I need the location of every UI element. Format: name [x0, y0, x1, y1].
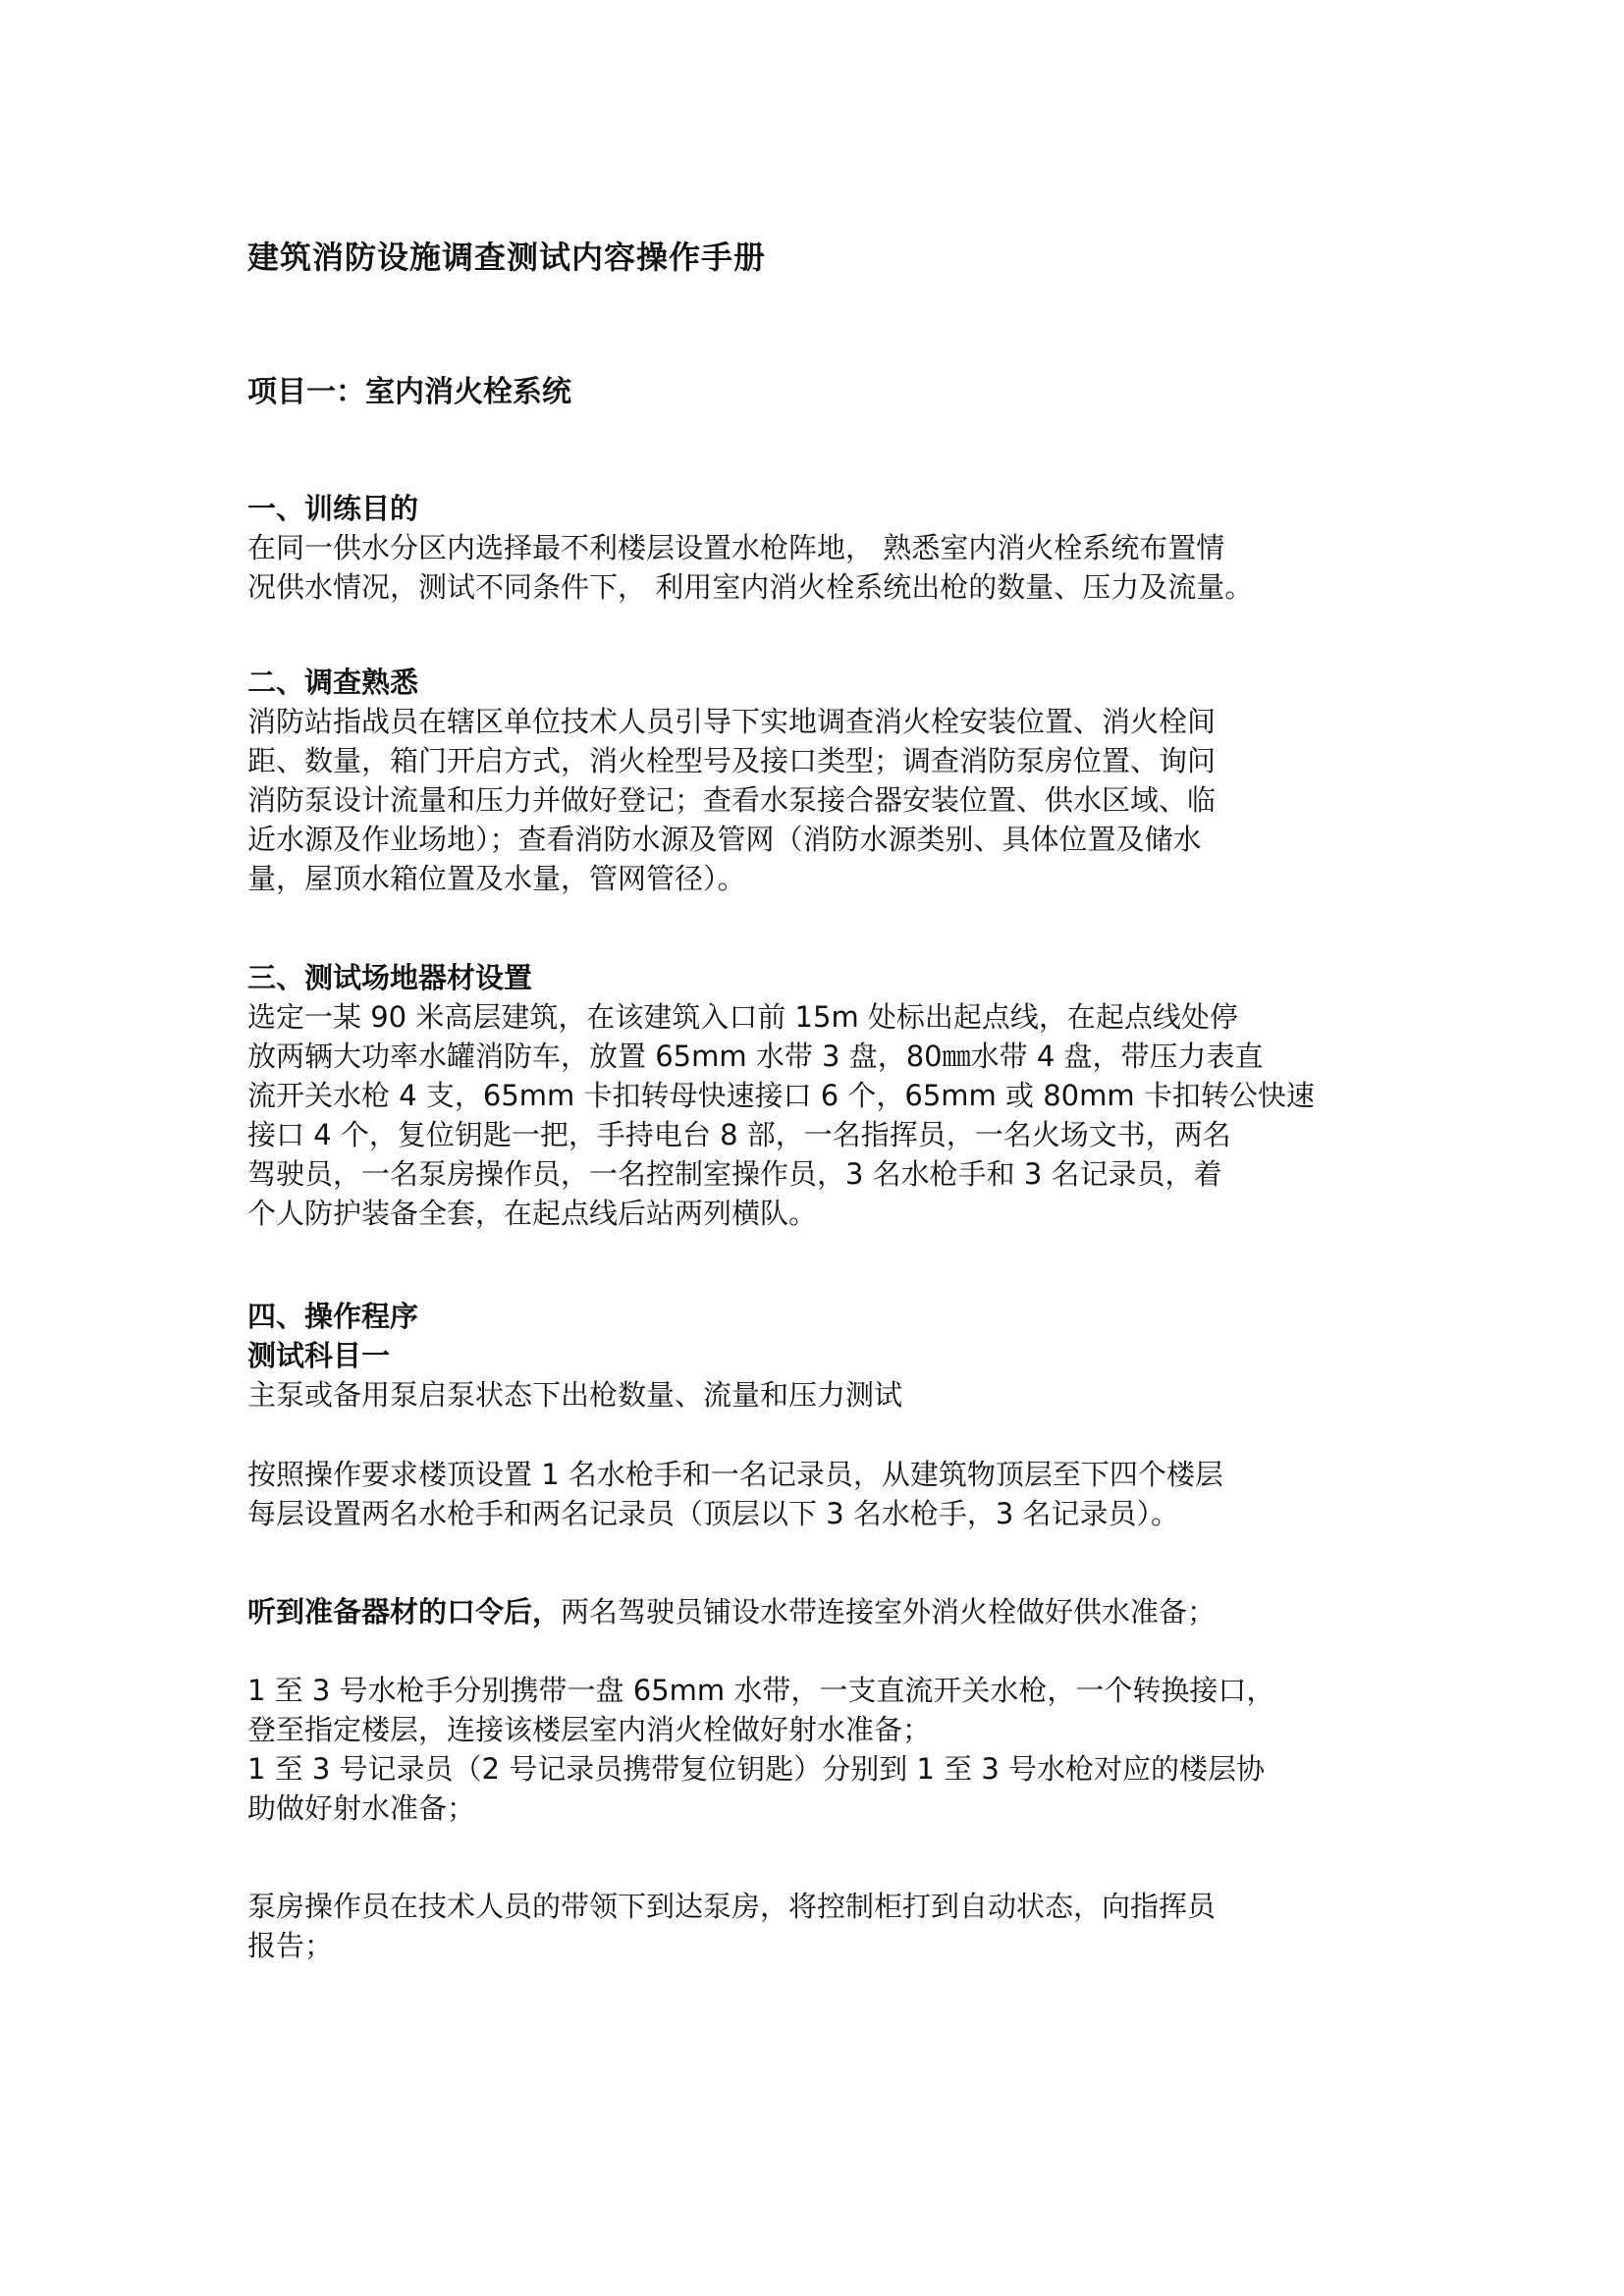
- text-line: 主泵或备用泵启泵状态下出枪数量、流量和压力测试: [247, 1378, 903, 1412]
- text-line: 消防泵设计流量和压力并做好登记；查看水泵接合器安装位置、供水区域、临: [247, 783, 1217, 817]
- section-body: [247, 997, 1406, 1233]
- section-training-purpose: [247, 489, 1406, 607]
- text-line: 放两辆大功率水罐消防车，放置 65mm 水带 3 盘，80㎜水带 4 盘，带压力表直: [247, 1040, 1264, 1073]
- command-phrase: 听到准备器材的口令后，: [247, 1595, 562, 1629]
- text-line: 流开关水枪 4 支，65mm 卡扣转母快速接口 6 个，65mm 或 80mm 卡扣转公快速: [247, 1079, 1315, 1112]
- project-heading: 项目一：室内消火栓系统: [247, 375, 571, 409]
- text-span: 两名驾驶员铺设水带连接室外消火栓做好供水准备；: [561, 1595, 1217, 1629]
- text-line: 1 至 3 号记录员（2 号记录员携带复位钥匙）分别到 1 至 3 号水枪对应的楼层协: [247, 1752, 1266, 1786]
- text-line: 按照操作要求楼顶设置 1 名水枪手和一名记录员，从建筑物顶层至下四个楼层: [247, 1458, 1223, 1491]
- text-line: 距、数量，箱门开启方式，消火栓型号及接口类型；调查消防泵房位置、询问: [247, 744, 1217, 777]
- text-line: 登至指定楼层，连接该楼层室内消火栓做好射水准备；: [247, 1713, 932, 1746]
- text-line: 报告；: [247, 1929, 334, 1962]
- document-title: 建筑消防设施调查测试内容操作手册: [247, 239, 767, 276]
- text-line: 个人防护装备全套，在起点线后站两列横队。: [247, 1197, 818, 1230]
- text-line: 每层设置两名水枪手和两名记录员（顶层以下 3 名水枪手，3 名记录员）。: [247, 1497, 1180, 1530]
- section-survey: [247, 663, 1406, 898]
- section-body: [247, 528, 1406, 607]
- section-body: [247, 702, 1406, 898]
- text-line: [247, 1592, 1406, 1631]
- paragraph-staffing: [247, 1455, 1406, 1533]
- test-subject-heading: 测试科目一: [247, 1339, 391, 1372]
- section-heading: 一、训练目的: [247, 492, 419, 525]
- text-line: 泵房操作员在技术人员的带领下到达泵房，将控制柜打到自动状态，向指挥员: [247, 1890, 1217, 1923]
- text-line: 况供水情况，测试不同条件下， 利用室内消火栓系统出枪的数量、压力及流量。: [247, 570, 1254, 604]
- section-test-site-setup: [247, 958, 1406, 1233]
- text-line: 选定一某 90 米高层建筑，在该建筑入口前 15m 处标出起点线，在起点线处停: [247, 1000, 1238, 1034]
- text-line: 驾驶员，一名泵房操作员，一名控制室操作员，3 名水枪手和 3 名记录员，着: [247, 1157, 1222, 1191]
- text-line: 消防站指战员在辖区单位技术人员引导下实地调查消火栓安装位置、消火栓间: [247, 705, 1217, 738]
- text-line: 近水源及作业场地）；查看消防水源及管网（消防水源类别、具体位置及储水: [247, 823, 1202, 856]
- test-subject-subtitle: [247, 1375, 1406, 1415]
- paragraph-pump-room: [247, 1887, 1406, 1965]
- section-heading: 四、操作程序: [247, 1300, 419, 1333]
- paragraph-prepare-equipment: [247, 1592, 1406, 1631]
- section-heading: 三、测试场地器材设置: [247, 961, 533, 994]
- text-line: 在同一供水分区内选择最不利楼层设置水枪阵地， 熟悉室内消火栓系统布置情: [247, 531, 1225, 564]
- text-line: 量，屋顶水箱位置及水量，管网管径）。: [247, 862, 746, 895]
- section-heading: 二、调查熟悉: [247, 666, 419, 699]
- text-line: 接口 4 个，复位钥匙一把，手持电台 8 部，一名指挥员，一名火场文书，两名: [247, 1118, 1231, 1151]
- section-operating-procedure: [247, 1297, 1406, 1415]
- text-line: 1 至 3 号水枪手分别携带一盘 65mm 水带，一支直流开关水枪，一个转换接口，: [247, 1674, 1275, 1707]
- paragraph-nozzlemen-recorders: [247, 1671, 1406, 1828]
- text-line: 助做好射水准备；: [247, 1791, 476, 1825]
